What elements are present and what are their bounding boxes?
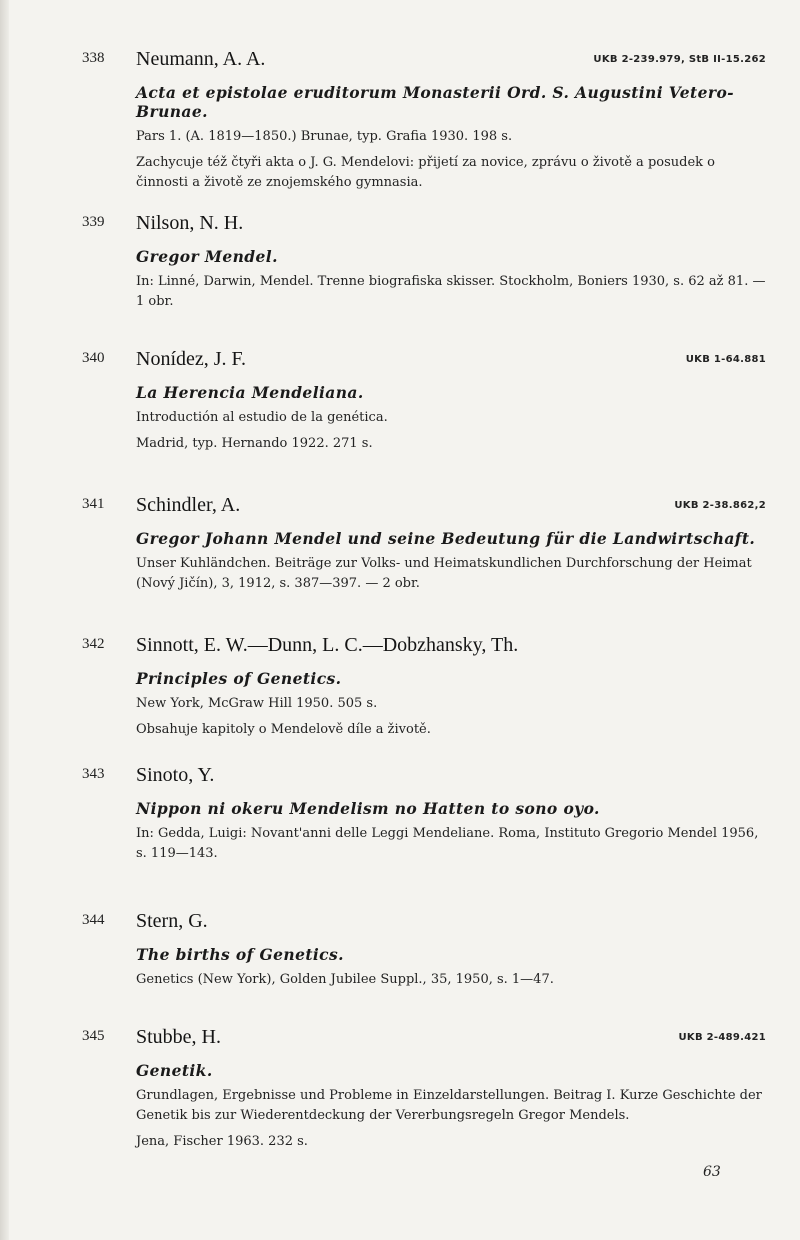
entry-author: Nilson, N. H.: [136, 212, 244, 234]
entry-title: The births of Genetics.: [136, 945, 344, 964]
entry-detail-line: Pars 1. (A. 1819—1850.) Brunae, typ. Grafia 1930. 198 s.: [136, 129, 513, 144]
entry-title: Gregor Mendel.: [136, 247, 278, 266]
entry-title: Principles of Genetics.: [136, 669, 342, 688]
library-signature: UKB 2-239.979, StB II-15.262: [593, 54, 766, 65]
entry-number: 338: [82, 50, 105, 66]
entry-number: 343: [82, 766, 105, 782]
library-signature: UKB 2-489.421: [678, 1032, 766, 1043]
entry-author: Stern, G.: [136, 910, 208, 932]
page-binding-edge: [0, 0, 9, 1240]
entry-number: 345: [82, 1028, 105, 1044]
bibliography-entry-341: [82, 494, 766, 594]
bibliography-entry-338: [82, 48, 766, 193]
bibliography-entry-344: [82, 910, 766, 990]
entry-number: 344: [82, 912, 105, 928]
entry-detail-line: Genetics (New York), Golden Jubilee Suppl., 35, 1950, s. 1—47.: [136, 972, 554, 987]
entry-detail-line: Grundlagen, Ergebnisse und Probleme in Einzeldarstellungen. Beitrag I. Kurze Geschichte der Genetik bis zur Wiederentdeckung der Vererbungsregeln Gregor Mendels.: [136, 1088, 762, 1123]
bibliography-entry-339: [82, 212, 766, 312]
entry-title: Acta et epistolae eruditorum Monasterii Ord. S. Augustini Vetero-Brunae.: [136, 83, 735, 121]
entry-title: La Herencia Mendeliana.: [136, 383, 364, 402]
entry-detail-line: Introductión al estudio de la genética.: [136, 410, 388, 425]
entry-title: Genetik.: [136, 1061, 213, 1080]
entry-detail-line: Obsahuje kapitoly o Mendelově díle a životě.: [136, 722, 431, 737]
bibliography-entry-343: [82, 764, 766, 864]
entry-detail-line: Unser Kuhländchen. Beiträge zur Volks- und Heimatskundlichen Durchforschung der Heimat (Nový Jičín), 3, 1912, s. 387—397. — 2 obr.: [136, 556, 752, 591]
entry-author: Schindler, A.: [136, 494, 241, 516]
bibliography-entry-340: [82, 348, 766, 454]
entry-author: Stubbe, H.: [136, 1026, 221, 1048]
entry-detail-line: Zachycuje též čtyři akta o J. G. Mendelovi: přijetí za novice, zprávu o životě a posudek o činnosti a životě ze znojemského gymnasia.: [136, 155, 715, 190]
entry-number: 340: [82, 350, 105, 366]
bibliography-entry-345: [82, 1026, 766, 1152]
entry-author: Neumann, A. A.: [136, 48, 266, 70]
entry-author: Nonídez, J. F.: [136, 348, 247, 370]
entry-number: 342: [82, 636, 105, 652]
entry-detail-line: Jena, Fischer 1963. 232 s.: [136, 1134, 308, 1149]
entry-title: Nippon ni okeru Mendelism no Hatten to sono oyo.: [136, 799, 600, 818]
library-signature: UKB 2-38.862,2: [674, 500, 766, 511]
page-number: 63: [703, 1164, 721, 1180]
entry-detail-line: New York, McGraw Hill 1950. 505 s.: [136, 696, 378, 711]
entry-number: 341: [82, 496, 105, 512]
entry-author: Sinoto, Y.: [136, 764, 215, 786]
entry-detail-line: In: Linné, Darwin, Mendel. Trenne biografiska skisser. Stockholm, Boniers 1930, s. 62 až 81. — 1 obr.: [136, 274, 766, 309]
entry-title: Gregor Johann Mendel und seine Bedeutung für die Landwirtschaft.: [136, 529, 756, 548]
entry-author: Sinnott, E. W.—Dunn, L. C.—Dobzhansky, Th.: [136, 634, 519, 656]
bibliography-entry-342: [82, 634, 766, 740]
entry-detail-line: In: Gedda, Luigi: Novant'anni delle Leggi Mendeliane. Roma, Instituto Gregorio Mendel 1956, s. 119—143.: [136, 826, 759, 861]
entry-detail-line: Madrid, typ. Hernando 1922. 271 s.: [136, 436, 373, 451]
library-signature: UKB 1-64.881: [685, 354, 766, 365]
entry-number: 339: [82, 214, 105, 230]
